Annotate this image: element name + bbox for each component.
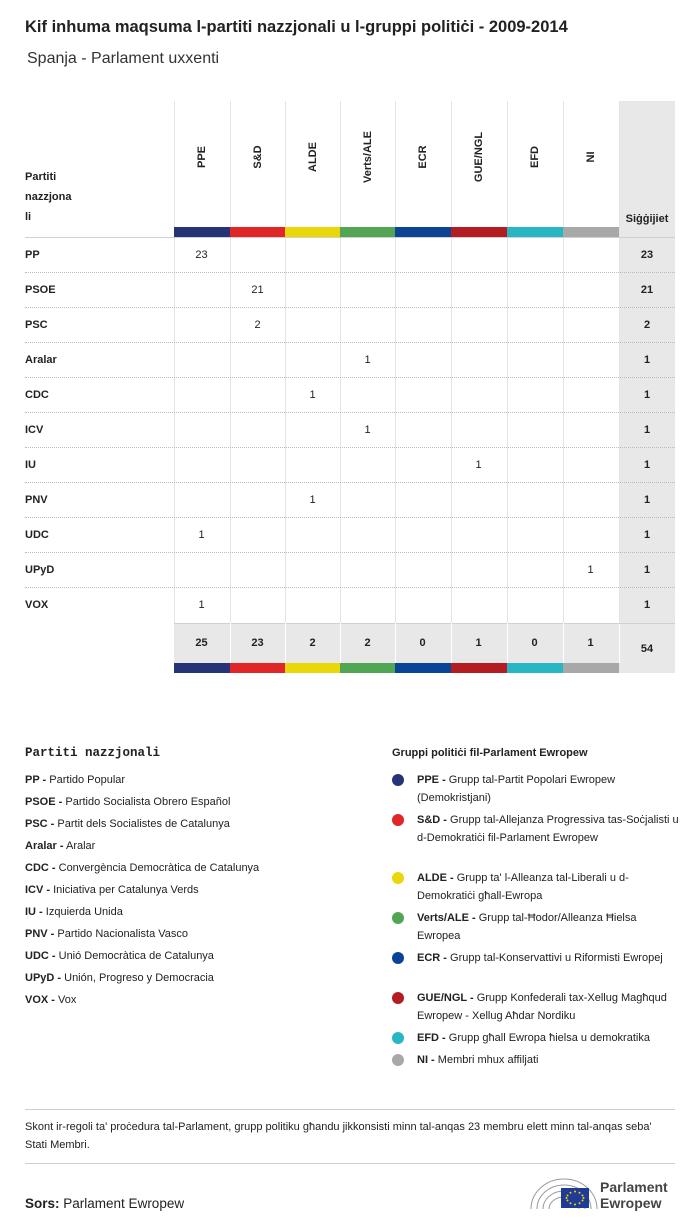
political-group-legend-item bbox=[392, 1051, 682, 1069]
group-column-header bbox=[174, 101, 229, 237]
group-column-header bbox=[563, 101, 618, 237]
group-header-label: GUE/NGL bbox=[472, 131, 485, 183]
group-color-dot bbox=[392, 872, 404, 884]
row-party-name: CDC bbox=[25, 389, 49, 401]
seat-cell: 1 bbox=[198, 599, 205, 611]
seat-cell: 1 bbox=[587, 564, 594, 576]
national-parties-legend bbox=[25, 769, 355, 1011]
row-total: 23 bbox=[640, 249, 654, 261]
legend-abbr: EFD - bbox=[417, 1032, 446, 1044]
group-color-bar bbox=[174, 663, 230, 673]
row-total: 1 bbox=[643, 564, 651, 576]
legend-name: Membri mhux affiljati bbox=[437, 1054, 539, 1066]
party-header-line: li bbox=[25, 211, 32, 223]
party-column-header bbox=[25, 167, 85, 227]
distribution-table bbox=[25, 101, 675, 673]
political-group-legend-item bbox=[392, 949, 682, 967]
legend-abbr: PSC - bbox=[25, 818, 55, 830]
page-subtitle: Spanja - Parlament uxxenti bbox=[27, 50, 220, 67]
row-total: 1 bbox=[643, 599, 651, 611]
row-total: 21 bbox=[640, 284, 654, 296]
political-group-legend-item bbox=[392, 811, 682, 847]
group-color-bar bbox=[230, 663, 286, 673]
national-party-legend-item bbox=[25, 813, 355, 835]
group-color-dot bbox=[392, 992, 404, 1004]
legend-name: Grupp għall Ewropa ħielsa u demokratika bbox=[448, 1032, 650, 1044]
party-header-line: Partiti bbox=[25, 171, 57, 183]
national-party-legend-item bbox=[25, 967, 355, 989]
legend-name: Unió Democràtica de Catalunya bbox=[58, 950, 214, 962]
group-legend-text bbox=[417, 909, 682, 945]
legend-abbr: Aralar - bbox=[25, 840, 64, 852]
page-title: Kif inhuma maqsuma l-partiti nazzjonali u l-gruppi politiċi - 2009-2014 bbox=[25, 18, 568, 36]
group-total-cell: 0 bbox=[531, 637, 538, 649]
table-row bbox=[25, 272, 675, 307]
logo-text bbox=[600, 1179, 668, 1211]
legend-abbr: UDC - bbox=[25, 950, 56, 962]
group-color-bar bbox=[507, 663, 563, 673]
row-total: 2 bbox=[643, 319, 651, 331]
table-row bbox=[25, 342, 675, 377]
legend-name: Grupp Konfederali tax-Xellug Magħqud Ewropew - Xellug Aħdar Nordiku bbox=[417, 992, 667, 1022]
group-total-cell: 0 bbox=[419, 637, 426, 649]
row-total: 1 bbox=[643, 459, 651, 471]
group-header-label: NI bbox=[584, 151, 597, 163]
totals-divider bbox=[395, 623, 396, 663]
national-parties-legend-title: Partiti nazzjonali bbox=[25, 746, 161, 760]
legend-name: Convergència Democràtica de Catalunya bbox=[58, 862, 260, 874]
group-column-header bbox=[451, 101, 506, 237]
group-legend-text bbox=[417, 771, 682, 807]
group-color-bar bbox=[340, 663, 396, 673]
legend-name: Partido Popular bbox=[49, 774, 126, 786]
row-party-name: PSOE bbox=[25, 284, 56, 296]
group-totals-row bbox=[174, 623, 619, 663]
group-color-dot bbox=[392, 1032, 404, 1044]
legend-abbr: ALDE - bbox=[417, 872, 454, 884]
political-groups-legend-title: Gruppi politiċi fil-Parlament Ewropew bbox=[392, 747, 588, 759]
group-legend-text bbox=[417, 811, 682, 847]
legend-abbr: UPyD - bbox=[25, 972, 62, 984]
table-row bbox=[25, 412, 675, 447]
seat-cell: 1 bbox=[198, 529, 205, 541]
group-total-cell: 2 bbox=[309, 637, 316, 649]
seat-cell: 1 bbox=[364, 424, 371, 436]
legend-name: Grupp tal-Konservattivi u Riformisti Ewropej bbox=[450, 952, 663, 964]
row-party-name: VOX bbox=[25, 599, 49, 611]
group-color-bar bbox=[395, 227, 451, 237]
group-color-bar bbox=[395, 663, 451, 673]
row-party-name: UPyD bbox=[25, 564, 55, 576]
group-header-label: ECR bbox=[416, 145, 429, 169]
group-color-bar bbox=[451, 227, 507, 237]
seat-cell: 21 bbox=[251, 284, 264, 296]
legend-abbr: ICV - bbox=[25, 884, 51, 896]
group-color-bar bbox=[451, 663, 507, 673]
table-row bbox=[25, 307, 675, 342]
source-line bbox=[25, 1196, 184, 1211]
row-party-name: IU bbox=[25, 459, 36, 471]
divider bbox=[25, 1163, 675, 1164]
table-row bbox=[25, 517, 675, 552]
group-legend-text bbox=[417, 949, 682, 967]
group-header-label: EFD bbox=[528, 146, 541, 168]
group-total-cell: 1 bbox=[587, 637, 594, 649]
group-color-bar bbox=[563, 663, 619, 673]
table-row bbox=[25, 237, 675, 272]
legend-abbr: PSOE - bbox=[25, 796, 63, 808]
footnote: Skont ir-regoli ta' proċedura tal-Parlament, grupp politiku għandu jikkonsisti minn tal-anqas 23 membru elett minn tal-anqas seba' Stati Membri. bbox=[25, 1121, 652, 1151]
totals-divider bbox=[563, 623, 564, 663]
group-color-bar bbox=[507, 227, 563, 237]
group-column-header bbox=[230, 101, 285, 237]
totals-divider bbox=[285, 623, 286, 663]
legend-abbr: IU - bbox=[25, 906, 43, 918]
legend-abbr: ECR - bbox=[417, 952, 447, 964]
seat-cell: 1 bbox=[364, 354, 371, 366]
national-party-legend-item bbox=[25, 857, 355, 879]
national-party-legend-item bbox=[25, 989, 355, 1011]
seat-cell: 1 bbox=[309, 494, 316, 506]
table-row bbox=[25, 377, 675, 412]
legend-name: Iniciativa per Catalunya Verds bbox=[53, 884, 199, 896]
seat-cell: 1 bbox=[475, 459, 482, 471]
row-party-name: PSC bbox=[25, 319, 48, 331]
legend-abbr: S&D - bbox=[417, 814, 447, 826]
legend-abbr: GUE/NGL - bbox=[417, 992, 474, 1004]
legend-name: Grupp tal-Ħodor/Alleanza Ħielsa Ewropea bbox=[417, 912, 637, 942]
legend-name: Grupp ta' l-Alleanza tal-Liberali u d-Demokratiċi għall-Ewropa bbox=[417, 872, 629, 902]
totals-divider bbox=[340, 623, 341, 663]
legend-abbr: PNV - bbox=[25, 928, 55, 940]
legend-abbr: CDC - bbox=[25, 862, 56, 874]
legend-name: Grupp tal-Allejanza Progressiva tas-Soċjalisti u d-Demokratiċi fil-Parlament Ewropew bbox=[417, 814, 679, 844]
row-total: 1 bbox=[643, 389, 651, 401]
table-row bbox=[25, 552, 675, 587]
row-party-name: Aralar bbox=[25, 354, 57, 366]
political-group-legend-item bbox=[392, 1029, 682, 1047]
national-party-legend-item bbox=[25, 945, 355, 967]
national-party-legend-item bbox=[25, 923, 355, 945]
legend-name: Unión, Progreso y Democracia bbox=[64, 972, 214, 984]
totals-divider bbox=[230, 623, 231, 663]
logo-text-line: Parlament bbox=[600, 1179, 668, 1195]
group-column-header bbox=[507, 101, 562, 237]
national-party-legend-item bbox=[25, 769, 355, 791]
total-column-header: Siġġijiet bbox=[625, 213, 669, 225]
row-party-name: PP bbox=[25, 249, 40, 261]
group-total-cell: 25 bbox=[195, 637, 208, 649]
legend-abbr: PPE - bbox=[417, 774, 446, 786]
group-color-bar bbox=[285, 227, 341, 237]
group-total-cell: 23 bbox=[251, 637, 264, 649]
group-color-bar bbox=[563, 227, 619, 237]
row-total: 1 bbox=[643, 424, 651, 436]
group-header-label: PPE bbox=[195, 145, 208, 169]
group-header-label: Verts/ALE bbox=[361, 131, 374, 183]
group-color-bar bbox=[230, 227, 286, 237]
source-label: Sors: bbox=[25, 1196, 60, 1211]
group-column-header bbox=[395, 101, 450, 237]
political-group-legend-item bbox=[392, 771, 682, 807]
group-total-cell: 1 bbox=[475, 637, 482, 649]
group-color-dot bbox=[392, 912, 404, 924]
group-color-bar bbox=[174, 227, 230, 237]
legend-name: Izquierda Unida bbox=[45, 906, 123, 918]
national-party-legend-item bbox=[25, 901, 355, 923]
group-header-label: S&D bbox=[251, 145, 264, 169]
row-party-name: ICV bbox=[25, 424, 44, 436]
totals-divider bbox=[507, 623, 508, 663]
legend-abbr: NI - bbox=[417, 1054, 435, 1066]
logo-text-line: Ewropew bbox=[600, 1195, 662, 1211]
group-color-dot bbox=[392, 814, 404, 826]
legend-name: Grupp tal-Partit Popolari Ewropew (Demokristjani) bbox=[417, 774, 616, 804]
table-row bbox=[25, 587, 675, 622]
group-color-dot bbox=[392, 1054, 404, 1066]
group-column-header bbox=[340, 101, 395, 237]
legend-name: Partit dels Socialistes de Catalunya bbox=[57, 818, 230, 830]
row-party-name: UDC bbox=[25, 529, 49, 541]
legend-abbr: PP - bbox=[25, 774, 47, 786]
seat-cell: 2 bbox=[254, 319, 261, 331]
political-group-legend-item bbox=[392, 869, 682, 905]
group-legend-text bbox=[417, 1029, 682, 1047]
seat-cell: 23 bbox=[195, 249, 208, 261]
row-total: 1 bbox=[643, 354, 651, 366]
grand-total: 54 bbox=[619, 623, 675, 673]
legend-name: Partido Socialista Obrero Español bbox=[65, 796, 231, 808]
political-group-legend-item bbox=[392, 989, 682, 1025]
group-column-header bbox=[285, 101, 340, 237]
group-legend-text bbox=[417, 1051, 682, 1069]
table-row bbox=[25, 482, 675, 517]
national-party-legend-item bbox=[25, 879, 355, 901]
row-total: 1 bbox=[643, 494, 651, 506]
group-color-bar bbox=[285, 663, 341, 673]
group-color-dot bbox=[392, 774, 404, 786]
national-party-legend-item bbox=[25, 835, 355, 857]
national-party-legend-item bbox=[25, 791, 355, 813]
divider bbox=[25, 1109, 675, 1110]
legend-name: Aralar bbox=[65, 840, 96, 852]
group-legend-text bbox=[417, 869, 682, 905]
group-header-label: ALDE bbox=[306, 142, 319, 172]
legend-abbr: Verts/ALE - bbox=[417, 912, 476, 924]
group-color-dot bbox=[392, 952, 404, 964]
table-row bbox=[25, 447, 675, 482]
legend-name: Vox bbox=[58, 994, 77, 1006]
row-total: 1 bbox=[643, 529, 651, 541]
group-color-bar bbox=[340, 227, 396, 237]
party-header-line: nazzjona bbox=[25, 191, 72, 203]
row-party-name: PNV bbox=[25, 494, 48, 506]
group-legend-text bbox=[417, 989, 682, 1025]
political-group-legend-item bbox=[392, 909, 682, 945]
seat-cell: 1 bbox=[309, 389, 316, 401]
legend-abbr: VOX - bbox=[25, 994, 55, 1006]
legend-name: Partido Nacionalista Vasco bbox=[57, 928, 189, 940]
source-value: Parlament Ewropew bbox=[63, 1196, 185, 1211]
group-total-cell: 2 bbox=[364, 637, 371, 649]
totals-divider bbox=[451, 623, 452, 663]
